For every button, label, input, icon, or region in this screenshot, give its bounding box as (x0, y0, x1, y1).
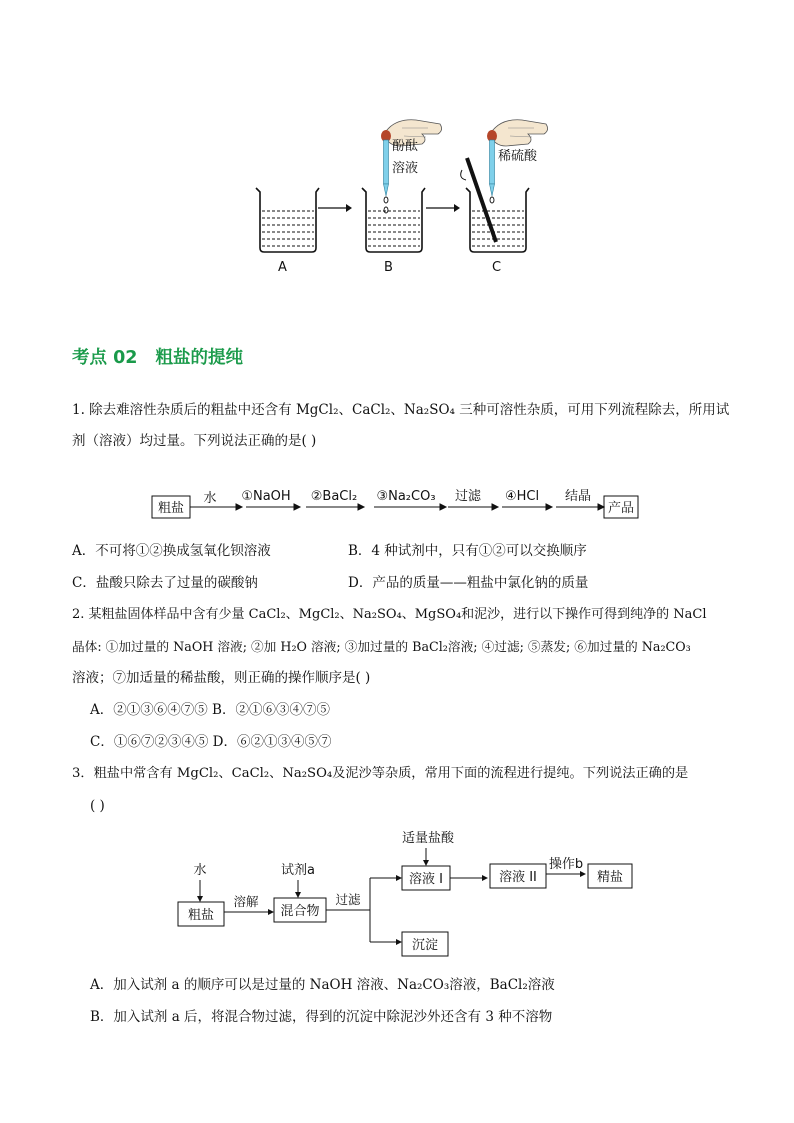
q2-options-row1: A．②①③⑥④⑦⑤ B．②①⑥③④⑦⑤ (90, 702, 330, 718)
label-a: A (278, 260, 287, 275)
beaker-a (256, 188, 319, 252)
q2-line3: 溶液；⑦加适量的稀盐酸，则正确的操作顺序是( ) (72, 670, 371, 686)
q3-precip: 沉淀 (411, 938, 439, 953)
q1-flow-step-1: 水 (203, 491, 217, 506)
q1-option-b: B．4 种试剂中，只有①②可以交换顺序 (348, 543, 587, 559)
q1-flow-step-3: ②BaCl₂ (310, 489, 358, 504)
q1-flow-step-4: ③Na₂CO₃ (376, 489, 436, 504)
q3-line2: ( ) (90, 798, 105, 814)
arrow-b-c (426, 204, 460, 212)
q2-line2: 晶体: ①加过量的 NaOH 溶液; ②加 H₂O 溶液; ③加过量的 BaCl₂溶液; ④过滤; ⑤蒸发; ⑥加过量的 Na₂CO₃ (72, 639, 691, 654)
q1-flow-arrows (190, 504, 604, 510)
q1-stem-line1: 1. 除去难溶性杂质后的粗盐中还含有 MgCl₂、CaCl₂、Na₂SO₄ 三种可溶性杂质，可用下列流程除去，所用试 (72, 402, 730, 418)
q3-option-a: A．加入试剂 a 的顺序可以是过量的 NaOH 溶液、Na₂CO₃溶液，BaCl₂溶液 (90, 977, 555, 993)
q3-sol2: 溶液 II (499, 870, 537, 885)
q1-flowchart (150, 484, 644, 524)
q1-option-c: C．盐酸只除去了过量的碳酸钠 (72, 575, 258, 591)
q3-op: 操作b (548, 857, 584, 872)
q3-flowchart (170, 824, 640, 964)
q1-flow-step-6: ④HCl (504, 489, 540, 504)
label-b: B (384, 260, 393, 275)
q1-flow-start: 粗盐 (157, 501, 185, 516)
q3-sol1: 溶液 I (409, 872, 443, 887)
q3-refined: 精盐 (596, 870, 624, 885)
drop-b (384, 197, 388, 203)
q3-acid: 适量盐酸 (401, 831, 455, 846)
q1-flow-end: 产品 (607, 501, 635, 516)
q1-option-d: D．产品的质量——粗盐中氯化钠的质量 (348, 575, 589, 591)
q3-option-b: B．加入试剂 a 后，将混合物过滤，得到的沉淀中除泥沙外还含有 3 种不溶物 (90, 1009, 553, 1025)
dropper-b (381, 120, 442, 196)
q1-stem-line2: 剂（溶液）均过量。下列说法正确的是( ) (72, 433, 317, 449)
beaker-b (362, 188, 425, 252)
q3-water: 水 (193, 863, 207, 878)
q3-mixture: 混合物 (280, 904, 320, 919)
section-title: 粗盐的提纯 (155, 348, 243, 368)
reagent-c: 稀硫酸 (498, 149, 538, 164)
label-c: C (492, 260, 502, 275)
reagent-b-line2: 溶液 (392, 161, 419, 176)
beaker-c (466, 188, 529, 252)
q2-options-row2: C．①⑥⑦②③④⑤ D．⑥②①③④⑤⑦ (90, 734, 332, 750)
experiment-figure (240, 100, 570, 285)
section-heading (72, 344, 243, 369)
stir-arrow (461, 170, 466, 180)
q1-flow-step-5: 过滤 (454, 489, 482, 504)
reagent-b-line1: 酚酞 (392, 139, 419, 154)
arrow-a-b (318, 204, 352, 212)
q3-crude: 粗盐 (187, 908, 215, 923)
section-number: 考点 02 (72, 348, 138, 368)
q1-flow-step-7: 结晶 (564, 489, 592, 504)
drop-c (490, 197, 494, 203)
q3-filter: 过滤 (335, 892, 361, 907)
q2-line1: 2. 某粗盐固体样品中含有少量 CaCl₂、MgCl₂、Na₂SO₄、MgSO₄和泥沙，进行以下操作可得到纯净的 NaCl (72, 607, 707, 622)
q1-flow-step-2: ①NaOH (241, 489, 291, 504)
q3-line1: 3．粗盐中常含有 MgCl₂、CaCl₂、Na₂SO₄及泥沙等杂质，常用下面的流程进行提纯。下列说法正确的是 (72, 766, 689, 781)
q3-reagent: 试剂a (281, 863, 315, 878)
q1-option-a: A．不可将①②换成氢氧化钡溶液 (72, 543, 271, 559)
q3-dissolve: 溶解 (233, 894, 259, 909)
drop-b2 (384, 207, 388, 213)
